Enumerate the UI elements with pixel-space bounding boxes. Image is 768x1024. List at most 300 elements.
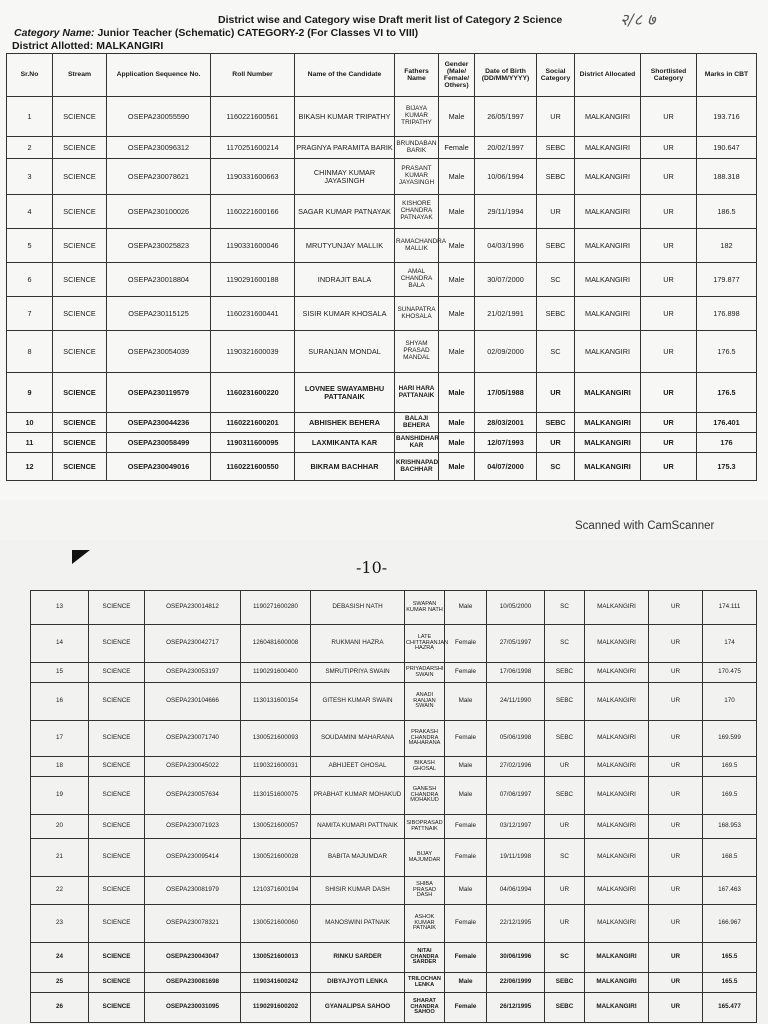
col-header: Marks in CBT bbox=[697, 54, 757, 97]
candidate-name-cell: PRABHAT KUMAR MOHAKUD bbox=[311, 777, 405, 815]
shortlisted-category-cell: UR bbox=[641, 97, 697, 137]
col-header: Stream bbox=[53, 54, 107, 97]
marks-cell: 170.475 bbox=[703, 663, 757, 683]
candidate-name-cell: ABHISHEK BEHERA bbox=[295, 413, 395, 433]
marks-cell: 165.5 bbox=[703, 943, 757, 973]
application-no-cell: OSEPA230078621 bbox=[107, 159, 211, 195]
father-name-cell: SUNAPATRA KHOSALA bbox=[395, 297, 439, 331]
social-category-cell: SC bbox=[537, 263, 575, 297]
roll-number-cell: 1190271600280 bbox=[241, 591, 311, 625]
shortlisted-category-cell: UR bbox=[649, 683, 703, 721]
sr-no-cell: 14 bbox=[31, 625, 89, 663]
application-no-cell: OSEPA230025823 bbox=[107, 229, 211, 263]
father-name-cell: BRUNDABAN BARIK bbox=[395, 137, 439, 159]
application-no-cell: OSEPA230100026 bbox=[107, 195, 211, 229]
stream-cell: SCIENCE bbox=[89, 683, 145, 721]
candidate-name-cell: SISIR KUMAR KHOSALA bbox=[295, 297, 395, 331]
sr-no-cell: 20 bbox=[31, 815, 89, 839]
stream-cell: SCIENCE bbox=[89, 815, 145, 839]
stream-cell: SCIENCE bbox=[53, 229, 107, 263]
shortlisted-category-cell: UR bbox=[649, 757, 703, 777]
father-name-cell: KISHORE CHANDRA PATNAYAK bbox=[395, 195, 439, 229]
roll-number-cell: 1160231600441 bbox=[211, 297, 295, 331]
father-name-cell: ASHOK KUMAR PATNAIK bbox=[405, 905, 445, 943]
table-row bbox=[7, 331, 757, 373]
dob-cell: 22/06/1999 bbox=[487, 973, 545, 993]
sr-no-cell: 7 bbox=[7, 297, 53, 331]
father-name-cell: ANADI RANJAN SWAIN bbox=[405, 683, 445, 721]
dob-cell: 19/11/1998 bbox=[487, 839, 545, 877]
dob-cell: 12/07/1993 bbox=[475, 433, 537, 453]
candidate-name-cell: BABITA MAJUMDAR bbox=[311, 839, 405, 877]
dob-cell: 20/02/1997 bbox=[475, 137, 537, 159]
sr-no-cell: 11 bbox=[7, 433, 53, 453]
table-row bbox=[7, 97, 757, 137]
social-category-cell: SC bbox=[545, 591, 585, 625]
roll-number-cell: 1300521600013 bbox=[241, 943, 311, 973]
stream-cell: SCIENCE bbox=[53, 97, 107, 137]
application-no-cell: OSEPA230043047 bbox=[145, 943, 241, 973]
dob-cell: 27/02/1996 bbox=[487, 757, 545, 777]
father-name-cell: PRAKASH CHANDRA MAHARANA bbox=[405, 721, 445, 757]
table-body-page-2 bbox=[31, 591, 757, 1023]
roll-number-cell: 1300521600028 bbox=[241, 839, 311, 877]
application-no-cell: OSEPA230058499 bbox=[107, 433, 211, 453]
dob-cell: 17/06/1998 bbox=[487, 663, 545, 683]
roll-number-cell: 1130131600154 bbox=[241, 683, 311, 721]
district-cell: MALKANGIRI bbox=[585, 777, 649, 815]
dob-cell: 26/05/1997 bbox=[475, 97, 537, 137]
father-name-cell: BIKASH GHOSAL bbox=[405, 757, 445, 777]
father-name-cell: HARI HARA PATTANAIK bbox=[395, 373, 439, 413]
marks-cell: 186.5 bbox=[697, 195, 757, 229]
stream-cell: SCIENCE bbox=[89, 591, 145, 625]
district-cell: MALKANGIRI bbox=[585, 625, 649, 663]
stream-cell: SCIENCE bbox=[89, 721, 145, 757]
application-no-cell: OSEPA230055590 bbox=[107, 97, 211, 137]
candidate-name-cell: CHINMAY KUMAR JAYASINGH bbox=[295, 159, 395, 195]
gender-cell: Male bbox=[439, 297, 475, 331]
social-category-cell: UR bbox=[545, 877, 585, 905]
marks-cell: 168.5 bbox=[703, 839, 757, 877]
father-name-cell: RAMACHANDRA MALLIK bbox=[395, 229, 439, 263]
dob-cell: 29/11/1994 bbox=[475, 195, 537, 229]
sr-no-cell: 24 bbox=[31, 943, 89, 973]
district-cell: MALKANGIRI bbox=[575, 433, 641, 453]
candidate-name-cell: LOVNEE SWAYAMBHU PATTANAIK bbox=[295, 373, 395, 413]
sr-no-cell: 10 bbox=[7, 413, 53, 433]
candidate-name-cell: RUKMANI HAZRA bbox=[311, 625, 405, 663]
roll-number-cell: 1130151600075 bbox=[241, 777, 311, 815]
table-row bbox=[7, 297, 757, 331]
col-header: Fathers Name bbox=[395, 54, 439, 97]
application-no-cell: OSEPA230018804 bbox=[107, 263, 211, 297]
district-cell: MALKANGIRI bbox=[575, 331, 641, 373]
shortlisted-category-cell: UR bbox=[649, 625, 703, 663]
application-no-cell: OSEPA230053197 bbox=[145, 663, 241, 683]
sr-no-cell: 26 bbox=[31, 993, 89, 1023]
district-cell: MALKANGIRI bbox=[585, 591, 649, 625]
stream-cell: SCIENCE bbox=[89, 777, 145, 815]
category-line bbox=[14, 27, 418, 39]
social-category-cell: UR bbox=[537, 433, 575, 453]
col-header: Name of the Candidate bbox=[295, 54, 395, 97]
table-row bbox=[7, 373, 757, 413]
sr-no-cell: 5 bbox=[7, 229, 53, 263]
gender-cell: Female bbox=[445, 905, 487, 943]
scanned-page-1 bbox=[0, 0, 768, 500]
gender-cell: Male bbox=[439, 229, 475, 263]
father-name-cell: BANSHIDHAR KAR bbox=[395, 433, 439, 453]
social-category-cell: SC bbox=[537, 453, 575, 481]
district-cell: MALKANGIRI bbox=[585, 993, 649, 1023]
shortlisted-category-cell: UR bbox=[649, 877, 703, 905]
shortlisted-category-cell: UR bbox=[641, 373, 697, 413]
social-category-cell: SEBC bbox=[545, 973, 585, 993]
father-name-cell: SIBOPRASAD PATTNAIK bbox=[405, 815, 445, 839]
district-cell: MALKANGIRI bbox=[585, 905, 649, 943]
table-row bbox=[7, 195, 757, 229]
sr-no-cell: 9 bbox=[7, 373, 53, 413]
marks-cell: 176.5 bbox=[697, 331, 757, 373]
table-row bbox=[31, 839, 757, 877]
candidate-name-cell: NAMITA KUMARI PATTNAIK bbox=[311, 815, 405, 839]
candidate-name-cell: GYANALIPSA SAHOO bbox=[311, 993, 405, 1023]
dob-cell: 03/12/1997 bbox=[487, 815, 545, 839]
col-header: Sr.No bbox=[7, 54, 53, 97]
father-name-cell: NITAI CHANDRA SARDER bbox=[405, 943, 445, 973]
candidate-name-cell: SHISIR KUMAR DASH bbox=[311, 877, 405, 905]
table-row bbox=[31, 625, 757, 663]
application-no-cell: OSEPA230045022 bbox=[145, 757, 241, 777]
roll-number-cell: 1190311600095 bbox=[211, 433, 295, 453]
application-no-cell: OSEPA230071923 bbox=[145, 815, 241, 839]
application-no-cell: OSEPA230078321 bbox=[145, 905, 241, 943]
table-row bbox=[31, 973, 757, 993]
gender-cell: Male bbox=[439, 331, 475, 373]
shortlisted-category-cell: UR bbox=[649, 973, 703, 993]
social-category-cell: UR bbox=[537, 97, 575, 137]
district-cell: MALKANGIRI bbox=[575, 195, 641, 229]
table-header-row bbox=[7, 54, 757, 97]
table-row bbox=[31, 943, 757, 973]
candidate-name-cell: RINKU SARDER bbox=[311, 943, 405, 973]
sr-no-cell: 25 bbox=[31, 973, 89, 993]
social-category-cell: SEBC bbox=[537, 413, 575, 433]
father-name-cell: SHYAM PRASAD MANDAL bbox=[395, 331, 439, 373]
district-cell: MALKANGIRI bbox=[585, 721, 649, 757]
gender-cell: Male bbox=[439, 97, 475, 137]
social-category-cell: SEBC bbox=[545, 721, 585, 757]
stream-cell: SCIENCE bbox=[53, 433, 107, 453]
sr-no-cell: 21 bbox=[31, 839, 89, 877]
social-category-cell: SEBC bbox=[537, 297, 575, 331]
stream-cell: SCIENCE bbox=[89, 625, 145, 663]
shortlisted-category-cell: UR bbox=[641, 433, 697, 453]
table-row bbox=[7, 433, 757, 453]
dob-cell: 21/02/1991 bbox=[475, 297, 537, 331]
dob-cell: 26/12/1995 bbox=[487, 993, 545, 1023]
shortlisted-category-cell: UR bbox=[649, 815, 703, 839]
application-no-cell: OSEPA230042717 bbox=[145, 625, 241, 663]
district-line bbox=[12, 40, 163, 52]
sr-no-cell: 17 bbox=[31, 721, 89, 757]
dob-cell: 02/09/2000 bbox=[475, 331, 537, 373]
roll-number-cell: 1300521600060 bbox=[241, 905, 311, 943]
social-category-cell: UR bbox=[545, 905, 585, 943]
social-category-cell: SC bbox=[545, 839, 585, 877]
marks-cell: 193.716 bbox=[697, 97, 757, 137]
social-category-cell: SEBC bbox=[537, 137, 575, 159]
col-header: Roll Number bbox=[211, 54, 295, 97]
gender-cell: Male bbox=[439, 195, 475, 229]
col-header: Gender (Male/ Female/ Others) bbox=[439, 54, 475, 97]
roll-number-cell: 1160231600220 bbox=[211, 373, 295, 413]
gender-cell: Male bbox=[439, 263, 475, 297]
stream-cell: SCIENCE bbox=[53, 137, 107, 159]
sr-no-cell: 15 bbox=[31, 663, 89, 683]
dob-cell: 04/07/2000 bbox=[475, 453, 537, 481]
roll-number-cell: 1190341600242 bbox=[241, 973, 311, 993]
district-cell: MALKANGIRI bbox=[575, 297, 641, 331]
marks-cell: 167.463 bbox=[703, 877, 757, 905]
table-row bbox=[7, 263, 757, 297]
roll-number-cell: 1190321600039 bbox=[211, 331, 295, 373]
dob-cell: 27/05/1997 bbox=[487, 625, 545, 663]
dob-cell: 04/03/1996 bbox=[475, 229, 537, 263]
stream-cell: SCIENCE bbox=[53, 331, 107, 373]
gender-cell: Male bbox=[439, 453, 475, 481]
table-row bbox=[31, 721, 757, 757]
stream-cell: SCIENCE bbox=[89, 877, 145, 905]
district-label: District Allotted: bbox=[12, 40, 94, 52]
handwritten-note: २/८ ७ bbox=[620, 10, 656, 29]
marks-cell: 170 bbox=[703, 683, 757, 721]
sr-no-cell: 2 bbox=[7, 137, 53, 159]
col-header: Shortlisted Category bbox=[641, 54, 697, 97]
social-category-cell: SEBC bbox=[545, 683, 585, 721]
shortlisted-category-cell: UR bbox=[641, 229, 697, 263]
candidate-name-cell: MRUTYUNJAY MALLIK bbox=[295, 229, 395, 263]
candidate-name-cell: BIKASH KUMAR TRIPATHY bbox=[295, 97, 395, 137]
roll-number-cell: 1190291600202 bbox=[241, 993, 311, 1023]
scanner-watermark: Scanned with CamScanner bbox=[575, 520, 715, 532]
shortlisted-category-cell: UR bbox=[641, 453, 697, 481]
gender-cell: Male bbox=[439, 413, 475, 433]
roll-number-cell: 1160221600166 bbox=[211, 195, 295, 229]
marks-cell: 176.5 bbox=[697, 373, 757, 413]
social-category-cell: SEBC bbox=[537, 229, 575, 263]
candidate-name-cell: LAXMIKANTA KAR bbox=[295, 433, 395, 453]
social-category-cell: SC bbox=[545, 943, 585, 973]
marks-cell: 190.647 bbox=[697, 137, 757, 159]
sr-no-cell: 22 bbox=[31, 877, 89, 905]
merit-table-page-2 bbox=[30, 590, 757, 1023]
marks-cell: 169.599 bbox=[703, 721, 757, 757]
marks-cell: 176.898 bbox=[697, 297, 757, 331]
shortlisted-category-cell: UR bbox=[641, 331, 697, 373]
application-no-cell: OSEPA230031095 bbox=[145, 993, 241, 1023]
candidate-name-cell: BIKRAM BACHHAR bbox=[295, 453, 395, 481]
father-name-cell: BIJAY MAJUMDAR bbox=[405, 839, 445, 877]
roll-number-cell: 1190331600663 bbox=[211, 159, 295, 195]
gender-cell: Male bbox=[445, 683, 487, 721]
sr-no-cell: 6 bbox=[7, 263, 53, 297]
district-cell: MALKANGIRI bbox=[585, 683, 649, 721]
stream-cell: SCIENCE bbox=[53, 195, 107, 229]
table-row bbox=[7, 453, 757, 481]
col-header: Application Sequence No. bbox=[107, 54, 211, 97]
shortlisted-category-cell: UR bbox=[649, 905, 703, 943]
district-cell: MALKANGIRI bbox=[575, 97, 641, 137]
corner-mark bbox=[72, 550, 90, 564]
social-category-cell: SEBC bbox=[545, 663, 585, 683]
dob-cell: 10/06/1994 bbox=[475, 159, 537, 195]
father-name-cell: SWAPAN KUMAR NATH bbox=[405, 591, 445, 625]
application-no-cell: OSEPA230119579 bbox=[107, 373, 211, 413]
social-category-cell: SEBC bbox=[545, 993, 585, 1023]
district-cell: MALKANGIRI bbox=[575, 229, 641, 263]
gender-cell: Female bbox=[445, 839, 487, 877]
stream-cell: SCIENCE bbox=[89, 757, 145, 777]
gender-cell: Male bbox=[445, 777, 487, 815]
table-row bbox=[31, 591, 757, 625]
father-name-cell: KRISHNAPAD BACHHAR bbox=[395, 453, 439, 481]
page-number: -10- bbox=[356, 558, 388, 577]
father-name-cell: GANESH CHANDRA MOHAKUD bbox=[405, 777, 445, 815]
table-row bbox=[31, 683, 757, 721]
candidate-name-cell: SMRUTIPRIYA SWAIN bbox=[311, 663, 405, 683]
table-row bbox=[31, 663, 757, 683]
table-row bbox=[7, 159, 757, 195]
roll-number-cell: 1260481600008 bbox=[241, 625, 311, 663]
gender-cell: Female bbox=[445, 943, 487, 973]
candidate-name-cell: DEBASISH NATH bbox=[311, 591, 405, 625]
category-value: Junior Teacher (Schematic) CATEGORY-2 (For Classes VI to VIII) bbox=[97, 27, 419, 39]
district-cell: MALKANGIRI bbox=[575, 373, 641, 413]
gender-cell: Female bbox=[445, 663, 487, 683]
social-category-cell: UR bbox=[545, 757, 585, 777]
candidate-name-cell: DIBYAJYOTI LENKA bbox=[311, 973, 405, 993]
shortlisted-category-cell: UR bbox=[641, 413, 697, 433]
application-no-cell: OSEPA230081979 bbox=[145, 877, 241, 905]
category-label: Category Name: bbox=[14, 27, 95, 39]
marks-cell: 165.5 bbox=[703, 973, 757, 993]
marks-cell: 174 bbox=[703, 625, 757, 663]
social-category-cell: SEBC bbox=[545, 777, 585, 815]
dob-cell: 30/06/1996 bbox=[487, 943, 545, 973]
sr-no-cell: 4 bbox=[7, 195, 53, 229]
marks-cell: 175.3 bbox=[697, 453, 757, 481]
stream-cell: SCIENCE bbox=[89, 973, 145, 993]
shortlisted-category-cell: UR bbox=[641, 137, 697, 159]
dob-cell: 04/06/1994 bbox=[487, 877, 545, 905]
application-no-cell: OSEPA230104666 bbox=[145, 683, 241, 721]
gender-cell: Male bbox=[445, 591, 487, 625]
col-header: District Allocated bbox=[575, 54, 641, 97]
father-name-cell: BALAJI BEHERA bbox=[395, 413, 439, 433]
stream-cell: SCIENCE bbox=[53, 297, 107, 331]
col-header: Social Category bbox=[537, 54, 575, 97]
district-cell: MALKANGIRI bbox=[585, 839, 649, 877]
dob-cell: 07/06/1997 bbox=[487, 777, 545, 815]
roll-number-cell: 1190321600031 bbox=[241, 757, 311, 777]
social-category-cell: SEBC bbox=[537, 159, 575, 195]
shortlisted-category-cell: UR bbox=[641, 195, 697, 229]
father-name-cell: BIJAYA KUMAR TRIPATHY bbox=[395, 97, 439, 137]
social-category-cell: UR bbox=[537, 195, 575, 229]
district-cell: MALKANGIRI bbox=[575, 413, 641, 433]
district-cell: MALKANGIRI bbox=[585, 877, 649, 905]
gender-cell: Female bbox=[445, 815, 487, 839]
gender-cell: Male bbox=[439, 159, 475, 195]
social-category-cell: SC bbox=[537, 331, 575, 373]
stream-cell: SCIENCE bbox=[53, 453, 107, 481]
shortlisted-category-cell: UR bbox=[641, 159, 697, 195]
dob-cell: 30/07/2000 bbox=[475, 263, 537, 297]
candidate-name-cell: SAGAR KUMAR PATNAYAK bbox=[295, 195, 395, 229]
roll-number-cell: 1160221600550 bbox=[211, 453, 295, 481]
stream-cell: SCIENCE bbox=[89, 839, 145, 877]
gender-cell: Female bbox=[439, 137, 475, 159]
marks-cell: 168.953 bbox=[703, 815, 757, 839]
candidate-name-cell: SOUDAMINI MAHARANA bbox=[311, 721, 405, 757]
marks-cell: 188.318 bbox=[697, 159, 757, 195]
shortlisted-category-cell: UR bbox=[641, 263, 697, 297]
district-cell: MALKANGIRI bbox=[585, 757, 649, 777]
shortlisted-category-cell: UR bbox=[649, 777, 703, 815]
application-no-cell: OSEPA230071740 bbox=[145, 721, 241, 757]
dob-cell: 17/05/1988 bbox=[475, 373, 537, 413]
sr-no-cell: 13 bbox=[31, 591, 89, 625]
gender-cell: Male bbox=[439, 373, 475, 413]
father-name-cell: AMAL CHANDRA BALA bbox=[395, 263, 439, 297]
marks-cell: 169.5 bbox=[703, 777, 757, 815]
social-category-cell: UR bbox=[545, 815, 585, 839]
stream-cell: SCIENCE bbox=[53, 413, 107, 433]
marks-cell: 176.401 bbox=[697, 413, 757, 433]
dob-cell: 22/12/1995 bbox=[487, 905, 545, 943]
stream-cell: SCIENCE bbox=[89, 663, 145, 683]
dob-cell: 05/06/1998 bbox=[487, 721, 545, 757]
gender-cell: Male bbox=[439, 433, 475, 453]
roll-number-cell: 1160221600561 bbox=[211, 97, 295, 137]
table-row bbox=[7, 229, 757, 263]
merit-table-page-1 bbox=[6, 53, 757, 481]
roll-number-cell: 1210371600194 bbox=[241, 877, 311, 905]
marks-cell: 165.477 bbox=[703, 993, 757, 1023]
roll-number-cell: 1300521600057 bbox=[241, 815, 311, 839]
sr-no-cell: 3 bbox=[7, 159, 53, 195]
father-name-cell: PRIYADARSHI SWAIN bbox=[405, 663, 445, 683]
application-no-cell: OSEPA230081698 bbox=[145, 973, 241, 993]
marks-cell: 169.5 bbox=[703, 757, 757, 777]
district-cell: MALKANGIRI bbox=[585, 663, 649, 683]
table-row bbox=[7, 137, 757, 159]
gender-cell: Female bbox=[445, 625, 487, 663]
roll-number-cell: 1300521600093 bbox=[241, 721, 311, 757]
roll-number-cell: 1190291600400 bbox=[241, 663, 311, 683]
marks-cell: 174.111 bbox=[703, 591, 757, 625]
dob-cell: 24/11/1990 bbox=[487, 683, 545, 721]
stream-cell: SCIENCE bbox=[89, 943, 145, 973]
district-cell: MALKANGIRI bbox=[575, 159, 641, 195]
district-cell: MALKANGIRI bbox=[585, 973, 649, 993]
scanned-page-2 bbox=[0, 540, 768, 1024]
father-name-cell: SHARAT CHANDRA SAHOO bbox=[405, 993, 445, 1023]
shortlisted-category-cell: UR bbox=[649, 943, 703, 973]
sr-no-cell: 19 bbox=[31, 777, 89, 815]
